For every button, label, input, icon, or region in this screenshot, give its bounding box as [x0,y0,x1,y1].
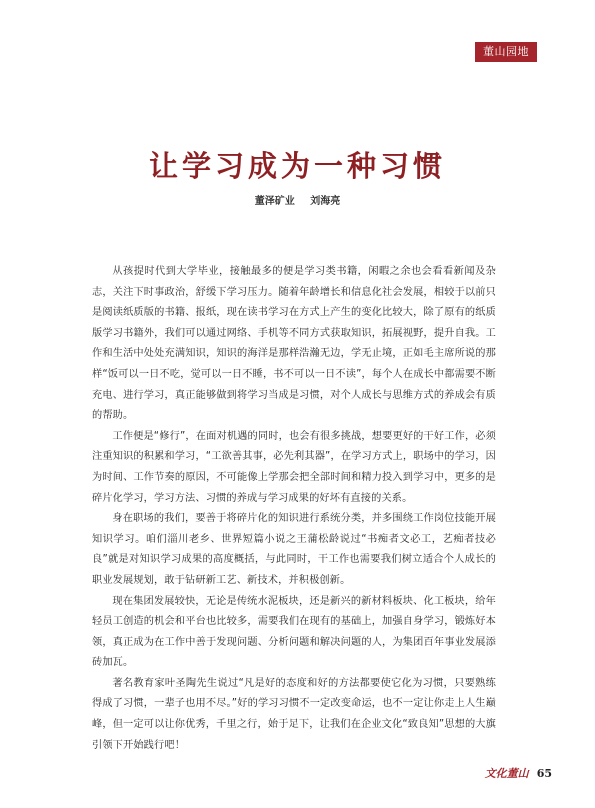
paragraph: 现在集团发展较快，无论是传统水泥板块，还是新兴的新材料板块、化工板块，给年轻员工创造的机会和平台也比较多，需要我们在现有的基础上，加强自身学习，锻炼好本领，真正成为在工作中善于发现问题、分析问题和解决问题的人，为集团百年事业发展添砖加瓦。 [92,595,496,669]
paragraph: 著名教育家叶圣陶先生说过“凡是好的态度和好的方法都要使它化为习惯，只要熟练得成了习惯，一辈子也用不尽。”好的学习习惯不一定改变命运，也不一定让你走上人生巅峰，但一定可以让你优秀，千里之行，始于足下，让我们在企业文化“致良知”思想的大旗引领下开始践行吧！ [92,677,496,751]
page-footer [485,765,552,781]
paragraph: 从孩提时代到大学毕业，接触最多的便是学习类书籍，闲暇之余也会看看新闻及杂志，关注下时事政治，舒缓下学习压力。随着年龄增长和信息化社会发展，相较于以前只是阅读纸质版的书籍、报纸，现在读书学习在方式上产生的变化比较大，除了原有的纸质版学习书籍外，我们可以通过网络、手机等不同方式获取知识，拓展视野，提升自我。工作和生活中处处充满知识，知识的海洋是那样浩瀚无边，学无止境，正如毛主席所说的那样“饭可以一日不吃，觉可以一日不睡，书不可以一日不读”，每个人在成长中都需要不断充电、进行学习，真正能够做到将学习当成是习惯，对个人成长与思维方式的养成会有质的帮助。 [92,266,496,422]
page-number: 65 [536,766,552,780]
section-tag: 董山园地 [475,42,537,62]
magazine-logo: 文化董山 [484,767,529,780]
author-name: 刘海亮 [310,196,341,207]
paragraph: 工作便是“修行”，在面对机遇的同时，也会有很多挑战，想要更好的干好工作，必须注重知识的积累和学习，“工欲善其事，必先利其器”，在学习方式上，职场中的学习，因为时间、工作节奏的原因，不可能像上学那会把全部时间和精力投入到学习中，更多的是碎片化学习，学习方法、习惯的养成与学习成果的好坏有直接的关系。 [92,430,496,504]
paragraph: 身在职场的我们，要善于将碎片化的知识进行系统分类，并多围绕工作岗位技能开展知识学习。咱们淄川老乡、世界短篇小说之王蒲松龄说过“书痴者文必工，艺痴者技必良”就是对知识学习成果的高度概括，与此同时，干工作也需要我们树立适合个人成长的职业发展规划，敢于钻研新工艺、新技术，并积极创新。 [92,513,496,586]
article-body [92,262,496,756]
author-org: 董泽矿业 [254,196,295,207]
byline [0,192,595,207]
article-title: 让学习成为一种习惯 [148,149,446,183]
